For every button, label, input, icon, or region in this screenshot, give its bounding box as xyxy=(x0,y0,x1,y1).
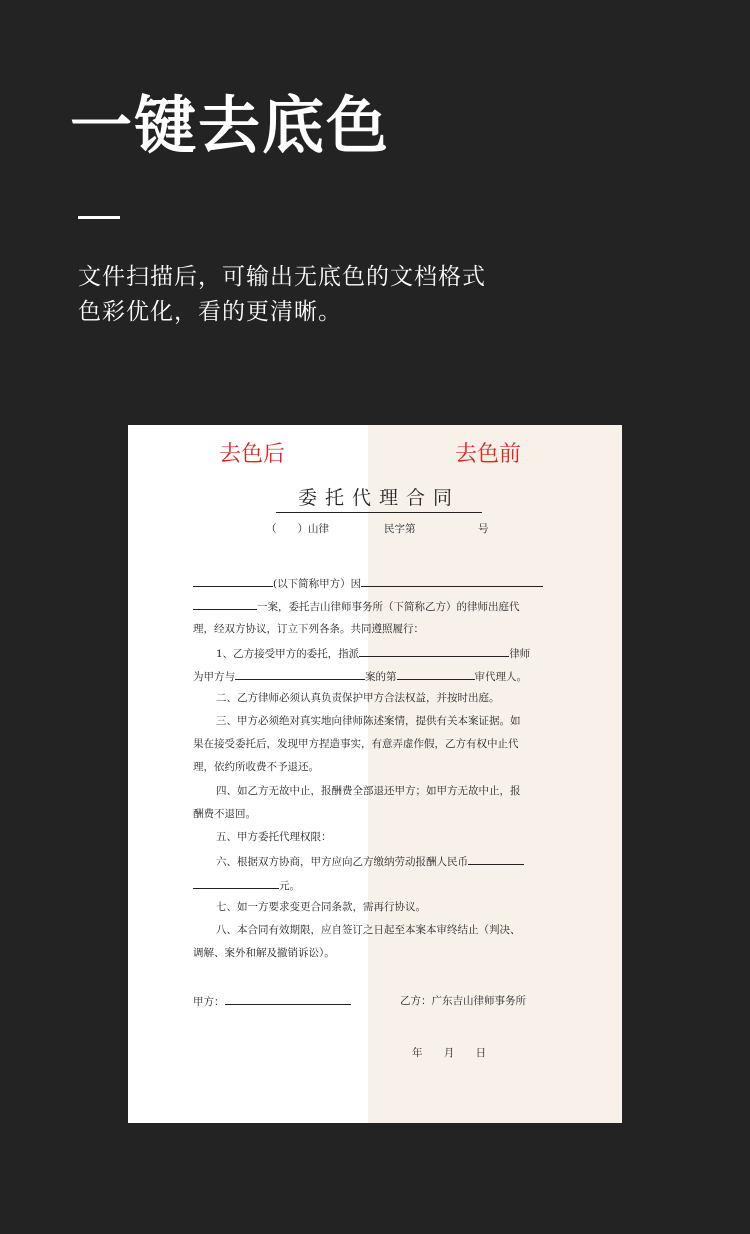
signing-date: 年 月 日 xyxy=(412,1047,487,1059)
contract-line: 五、甲方委托代理权限： xyxy=(216,831,332,843)
contract-number-suffix: 号 xyxy=(478,523,489,535)
description-line: 文件扫描后，可输出无底色的文档格式 xyxy=(78,264,486,290)
contract-line: 1、乙方接受甲方的委托，指派 律师 xyxy=(216,645,530,661)
contract-line: 酬费不退回。 xyxy=(193,808,256,820)
contract-line: 一案，委托吉山律师事务所（下简称乙方）的律师出庭代 xyxy=(193,598,520,614)
contract-line: 理，依约所收费不予退还。 xyxy=(193,761,319,773)
party-b-signature: 乙方：广东吉山律师事务所 xyxy=(400,995,526,1007)
before-label: 去色前 xyxy=(455,442,522,467)
page-title: 一键去底色 xyxy=(70,89,391,162)
contract-line: 果在接受委托后，发现甲方捏造事实，有意弄虚作假，乙方有权中止代 xyxy=(193,738,519,750)
after-label: 去色后 xyxy=(219,442,286,467)
contract-line: 理，经双方协议，订立下列各条。共同遵照履行： xyxy=(193,623,424,635)
feature-description xyxy=(78,260,486,330)
contract-line: 七、如一方要求变更合同条款，需再行协议。 xyxy=(216,901,426,913)
contract-line: 调解、案外和解及撤销诉讼）。 xyxy=(193,947,335,959)
contract-line: 六、根据双方协商，甲方应向乙方缴纳劳动报酬人民币 xyxy=(216,853,524,869)
title-divider xyxy=(78,216,120,219)
contract-line: 三、甲方必须绝对真实地向律师陈述案情，提供有关本案证据。如 xyxy=(216,715,521,727)
contract-line: 为甲方与 案的第 审代理人。 xyxy=(193,668,527,684)
contract-number-mid: 民字第 xyxy=(384,523,416,535)
contract-line: 元。 xyxy=(193,877,300,893)
contract-line: 二、乙方律师必须认真负责保护甲方合法权益，并按时出庭。 xyxy=(216,692,500,704)
description-line: 色彩优化，看的更清晰。 xyxy=(78,299,342,325)
party-a-signature: 甲方： xyxy=(193,993,351,1009)
contract-line: 四、如乙方无故中止，报酬费全部退还甲方；如甲方无故中止，报 xyxy=(216,785,521,797)
contract-line: 八、本合同有效期限，应自签订之日起至本案本审终结止（判决、 xyxy=(216,924,521,936)
contract-title: 委托代理合同 xyxy=(276,483,482,513)
contract-document-comparison xyxy=(128,425,622,1123)
contract-number-prefix: （ ）山律 xyxy=(266,523,329,535)
contract-line: (以下简称甲方）因 xyxy=(193,575,543,591)
